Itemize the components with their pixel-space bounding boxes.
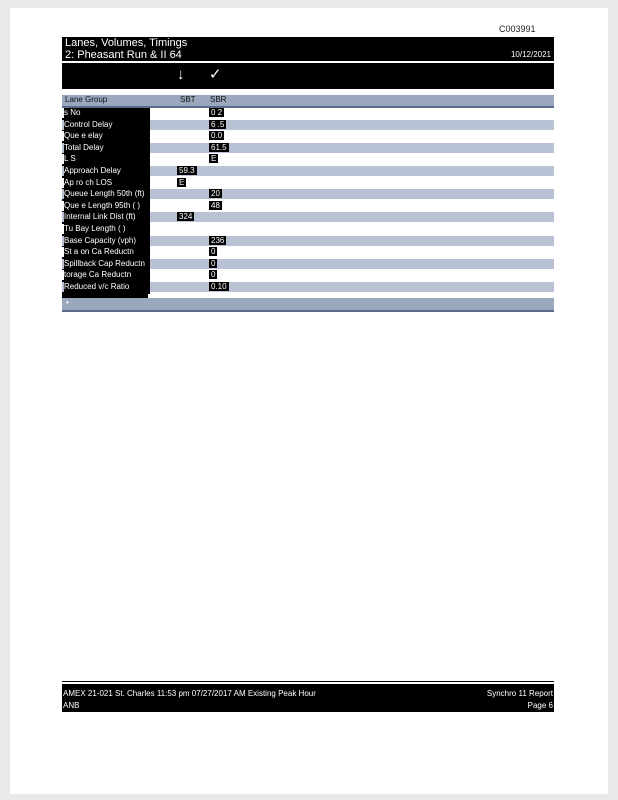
sbr-column-header: SBR — [210, 95, 227, 104]
table-row — [62, 212, 554, 222]
sbt-value: 324 — [179, 212, 193, 222]
table-row — [62, 282, 554, 292]
sbr-value: 20 — [211, 189, 220, 199]
sbt-value: E — [179, 177, 185, 187]
sbr-value: E — [211, 154, 217, 164]
right-turn-icon: ✓ — [209, 66, 222, 83]
row-label: Que e elay — [64, 131, 150, 143]
table-row — [62, 154, 554, 164]
sbr-value: 0 — [211, 247, 216, 257]
row-label: Total Delay — [64, 143, 150, 155]
sbr-value: 6 .5 — [211, 119, 225, 129]
table-row — [62, 247, 554, 257]
footer-rule — [62, 681, 554, 682]
table-row — [62, 224, 554, 234]
row-label: Control Delay — [64, 120, 150, 132]
footer-initials: ANB — [63, 701, 80, 710]
row-label: Queue Length 50th (ft) — [64, 189, 150, 201]
row-label: torage Ca Reductn — [64, 270, 150, 282]
row-label: Spillback Cap Reductn — [64, 259, 150, 271]
sbr-value: 0.0 — [211, 131, 223, 141]
table-row — [62, 131, 554, 141]
row-label: Que e Length 95th ( ) — [64, 201, 150, 213]
sbr-value: 0 2 — [211, 108, 223, 117]
lane-group-header: Lane Group — [65, 95, 108, 104]
row-label: L S — [64, 154, 150, 166]
sbr-value: 0 — [211, 270, 216, 280]
table-row — [62, 236, 554, 246]
table-footnote-marker: • — [66, 298, 69, 307]
sbr-value: 236 — [211, 235, 225, 245]
table-header-row — [62, 95, 554, 108]
movement-icon-bar — [62, 63, 554, 89]
row-label: Internal Link Dist (ft) — [64, 212, 150, 224]
sbr-value: 61.5 — [211, 142, 227, 152]
footer-project-info: AMEX 21-021 St. Charles 11:53 pm 07/27/2017 AM Existing Peak Hour — [63, 689, 316, 698]
table-row — [62, 108, 554, 118]
row-label: Base Capacity (vph) — [64, 236, 150, 248]
table-row — [62, 166, 554, 176]
footer-software: Synchro 11 Report — [486, 689, 553, 698]
footer-page-number: Page 6 — [527, 701, 553, 710]
table-row — [62, 143, 554, 153]
table-bottom-rule — [62, 298, 554, 312]
table-row — [62, 178, 554, 188]
sbt-column-header: SBT — [180, 95, 196, 104]
row-label: Tu Bay Length ( ) — [64, 224, 150, 236]
report-title-bar — [62, 37, 554, 61]
table-row — [62, 189, 554, 199]
table-row — [62, 270, 554, 280]
report-footer — [62, 684, 554, 712]
sbr-value: 0.10 — [211, 282, 227, 291]
sbr-value: 0 — [211, 258, 216, 268]
intersection-name: 2: Pheasant Run & II 64 — [65, 49, 182, 61]
report-date: 10/12/2021 — [510, 50, 551, 59]
row-label: Ap ro ch LOS — [64, 178, 150, 190]
row-label: Reduced v/c Ratio — [64, 282, 150, 294]
table-row — [62, 259, 554, 269]
document-id: C003991 — [499, 24, 536, 34]
table-row — [62, 120, 554, 130]
arrow-down-icon: ↓ — [177, 66, 185, 83]
report-title: Lanes, Volumes, Timings — [65, 37, 188, 49]
row-label: St a on Ca Reductn — [64, 247, 150, 259]
sbt-value: 59.3 — [179, 166, 195, 175]
row-label: Approach Delay — [64, 166, 150, 178]
sbr-value: 48 — [211, 200, 220, 210]
table-row — [62, 201, 554, 211]
row-label: s No — [64, 108, 150, 120]
